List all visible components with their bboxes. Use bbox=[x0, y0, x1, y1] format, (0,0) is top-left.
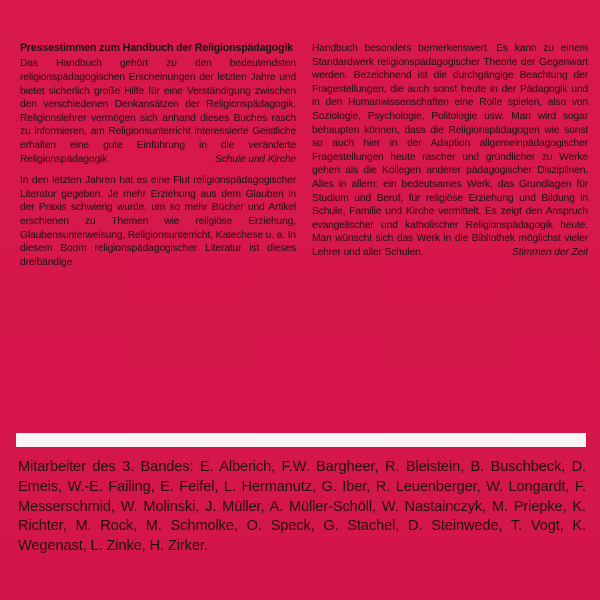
review-text: Handbuch besonders bemerkenswert. Es kann zu einem Standardwerk religionspädagogischer Theorie der Gegenwart werden. Bezeichnend ist die durchgängige Beachtung der Fragestellungen, die auch sonst heute in der Pädagogik und in den Humanwissenschaften eine Rolle spielen, also von Soziologie, Psychologie, Politologie usw. Man wird sogar behaupten können, dass die Religionspädagogen wie sonst so auch hier in der Adaption allgemeinpädagogischer Fragestellungen heute rascher und gründlicher zu Werke gehen als die Kollegen anderer pädagogischer Disziplinen. Alles in allem: ein bedeutsames Werk, das Grundlagen für Studium und Beruf, für religiöse Erziehung und Bildung in Schule, Familie und Kirche vermittelt. Es zeigt den Anspruch evangelischer und katholischer Religionspädagogik heute. Man wünscht sich das Werk in die Bibliothek möglichst vieler Lehrer und aller Schulen. bbox=[312, 43, 588, 258]
reviews-heading: Pressestimmen zum Handbuch der Religionspädagogik bbox=[20, 42, 293, 54]
review-stimmen-der-zeit-part2 bbox=[312, 42, 588, 260]
review-text: Das Handbuch gehört zu den bedeutendsten religionspädagogischen Erscheinungen der letzten Jahre und bietet sicherlich große Hilfe für eine Verständigung zwischen den verschiedenen Denkansätzen der Religionspädagogik. Religionslehrer vermögen sich anhand dieses Buches rasch zu informieren, am Religionsunterricht interessierte Geistliche erhalten eine gute Einführung in die veränderte Religionspädagogik. bbox=[20, 58, 296, 165]
press-reviews bbox=[20, 42, 588, 277]
contributors-list: Mitarbeiter des 3. Bandes: E. Alberich, F.W. Bargheer, R. Bleistein, B. Buschbeck, D. Emeis, W.-E. Failing, E. Feifel, L. Hermanutz, G. Iber, R. Leuenberger, W. Longardt, F. Messerschmid, W. Molinski, J. Müller, A. Müller-Schöll, W. Nastainczyk, M. Priepke, K. Richter, M. Rock, M. Schmolke, O. Speck, G. Stachel, D. Steinwede, T. Vogt, K. Wegenast, L. Zinke, H. Zirker. bbox=[18, 459, 586, 555]
review-stimmen-der-zeit-part1 bbox=[20, 174, 296, 269]
review-schule-und-kirche bbox=[20, 57, 296, 166]
right-column bbox=[312, 42, 588, 277]
review-text: In den letzten Jahren hat es eine Flut religionspädagogischer Literatur gegeben. Je mehr Erziehung aus dem Glauben in der Praxis schwierig wurde, um so mehr Bücher und Artikel erschienen zu Themen wie religiöse Erziehung, Glaubensunterweisung, Religionsunterricht, Katechese u. a. In diesem Boom religionspädagogischer Literatur ist dieses dreibändige bbox=[20, 175, 296, 268]
divider-bar bbox=[16, 433, 586, 447]
left-column bbox=[20, 42, 296, 277]
review-source: Schule und Kirche bbox=[214, 153, 296, 165]
review-source: Stimmen der Zeit bbox=[512, 246, 588, 258]
